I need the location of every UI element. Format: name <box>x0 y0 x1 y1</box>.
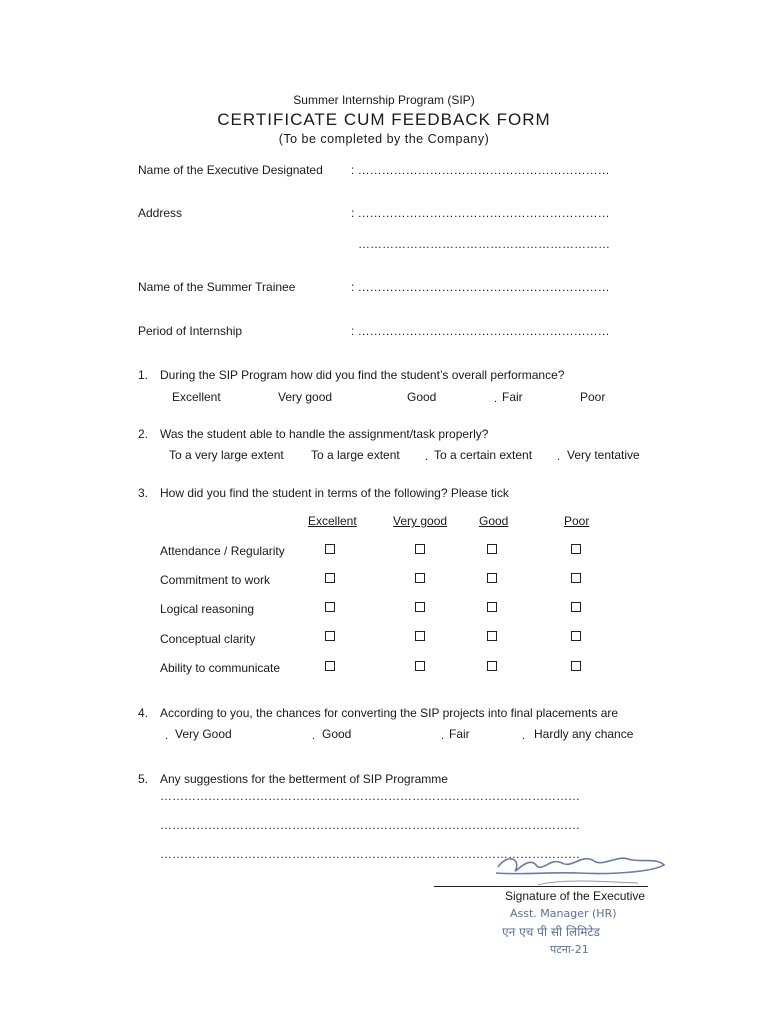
field-period-dots[interactable]: : ……………………………………………………… <box>351 324 610 338</box>
form-title: CERTIFICATE CUM FEEDBACK FORM <box>217 110 551 129</box>
field-label-trainee: Name of the Summer Trainee <box>138 280 296 294</box>
q4-very-good-mark: . <box>165 730 169 742</box>
checkbox-attendance-excellent[interactable] <box>325 544 335 554</box>
q4-option-fair[interactable]: Fair <box>449 727 470 741</box>
checkbox-commitment-poor[interactable] <box>571 573 581 583</box>
field-trainee-dots[interactable]: : ……………………………………………………… <box>351 280 610 294</box>
q1-option-very-good[interactable]: Very good <box>278 390 333 404</box>
q4-option-good[interactable]: Good <box>322 727 352 741</box>
q3-row-commitment: Commitment to work <box>160 573 271 587</box>
checkbox-communicate-poor[interactable] <box>571 661 581 671</box>
stamp-underline <box>538 881 638 885</box>
checkbox-conceptual-poor[interactable] <box>571 631 581 641</box>
q1-option-good[interactable]: Good <box>407 390 437 404</box>
stamp-line-city: पटना-21 <box>550 943 589 956</box>
q3-row-communicate: Ability to communicate <box>160 661 281 675</box>
q4-good-mark: . <box>312 730 316 742</box>
q1-option-poor[interactable]: Poor <box>580 390 606 404</box>
q2-option-tentative[interactable]: Very tentative <box>567 448 640 462</box>
q2-number: 2. <box>138 427 149 441</box>
q2-tentative-mark: . <box>557 451 561 463</box>
q4-option-hardly[interactable]: Hardly any chance <box>534 727 634 741</box>
q1-number: 1. <box>138 368 149 382</box>
field-label-address: Address <box>138 206 183 220</box>
checkbox-communicate-excellent[interactable] <box>325 661 335 671</box>
checkbox-conceptual-excellent[interactable] <box>325 631 335 641</box>
q3-col-excellent: Excellent <box>308 514 357 528</box>
signature-line <box>434 886 648 887</box>
q2-option-large[interactable]: To a large extent <box>311 448 400 462</box>
q4-text: According to you, the chances for converting the SIP projects into final placements are <box>160 706 619 720</box>
q5-suggestion-line-1[interactable]: …………………………………………………………………………………………… <box>160 789 580 803</box>
q4-hardly-mark: . <box>522 730 526 742</box>
signature-caption: Signature of the Executive <box>505 889 646 903</box>
q2-option-very-large[interactable]: To a very large extent <box>169 448 284 462</box>
field-address-dots[interactable]: : ……………………………………………………… <box>351 206 610 220</box>
program-name: Summer Internship Program (SIP) <box>293 93 475 107</box>
q5-text: Any suggestions for the betterment of SIP Programme <box>160 772 448 786</box>
q5-suggestion-line-3[interactable]: …………………………………………………………………………………………… <box>160 847 580 861</box>
checkbox-conceptual-good[interactable] <box>487 631 497 641</box>
checkbox-attendance-poor[interactable] <box>571 544 581 554</box>
q1-fair-mark: . <box>494 393 498 405</box>
q1-option-excellent[interactable]: Excellent <box>172 390 221 404</box>
q3-col-good: Good <box>479 514 509 528</box>
q2-text: Was the student able to handle the assignment/task properly? <box>160 427 489 441</box>
q2-option-certain[interactable]: To a certain extent <box>434 448 533 462</box>
q4-number: 4. <box>138 706 149 720</box>
q3-text: How did you find the student in terms of the following? Please tick <box>160 486 509 500</box>
q4-fair-mark: . <box>441 730 445 742</box>
checkbox-communicate-good[interactable] <box>487 661 497 671</box>
field-address-dots-line2[interactable]: ……………………………………………………… <box>358 237 610 251</box>
q5-suggestion-line-2[interactable]: …………………………………………………………………………………………… <box>160 818 580 832</box>
field-executive-dots[interactable]: : ……………………………………………………… <box>351 163 610 177</box>
q3-number: 3. <box>138 486 149 500</box>
q3-col-very-good: Very good <box>393 514 448 528</box>
q5-number: 5. <box>138 772 149 786</box>
form-subtitle: (To be completed by the Company) <box>278 132 490 146</box>
checkbox-attendance-very-good[interactable] <box>415 544 425 554</box>
checkbox-commitment-excellent[interactable] <box>325 573 335 583</box>
q3-row-attendance: Attendance / Regularity <box>160 544 285 558</box>
q4-option-very-good[interactable]: Very Good <box>175 727 232 741</box>
signature-scribble <box>496 858 664 874</box>
q2-certain-mark: . <box>425 451 429 463</box>
stamp-line-company: एन एच पी सी लिमिटेड <box>502 925 600 939</box>
q3-col-poor: Poor <box>564 514 590 528</box>
field-label-period: Period of Internship <box>138 324 243 338</box>
q3-row-logical: Logical reasoning <box>160 602 255 616</box>
stamp-line-designation: Asst. Manager (HR) <box>510 907 617 920</box>
q3-row-conceptual: Conceptual clarity <box>160 632 256 646</box>
checkbox-logical-good[interactable] <box>487 602 497 612</box>
checkbox-logical-excellent[interactable] <box>325 602 335 612</box>
q1-text: During the SIP Program how did you find the student’s overall performance? <box>160 368 565 382</box>
checkbox-conceptual-very-good[interactable] <box>415 631 425 641</box>
checkbox-attendance-good[interactable] <box>487 544 497 554</box>
checkbox-communicate-very-good[interactable] <box>415 661 425 671</box>
checkbox-commitment-good[interactable] <box>487 573 497 583</box>
checkbox-commitment-very-good[interactable] <box>415 573 425 583</box>
q1-option-fair[interactable]: Fair <box>502 390 523 404</box>
checkbox-logical-poor[interactable] <box>571 602 581 612</box>
checkbox-logical-very-good[interactable] <box>415 602 425 612</box>
field-label-executive: Name of the Executive Designated <box>138 163 323 177</box>
